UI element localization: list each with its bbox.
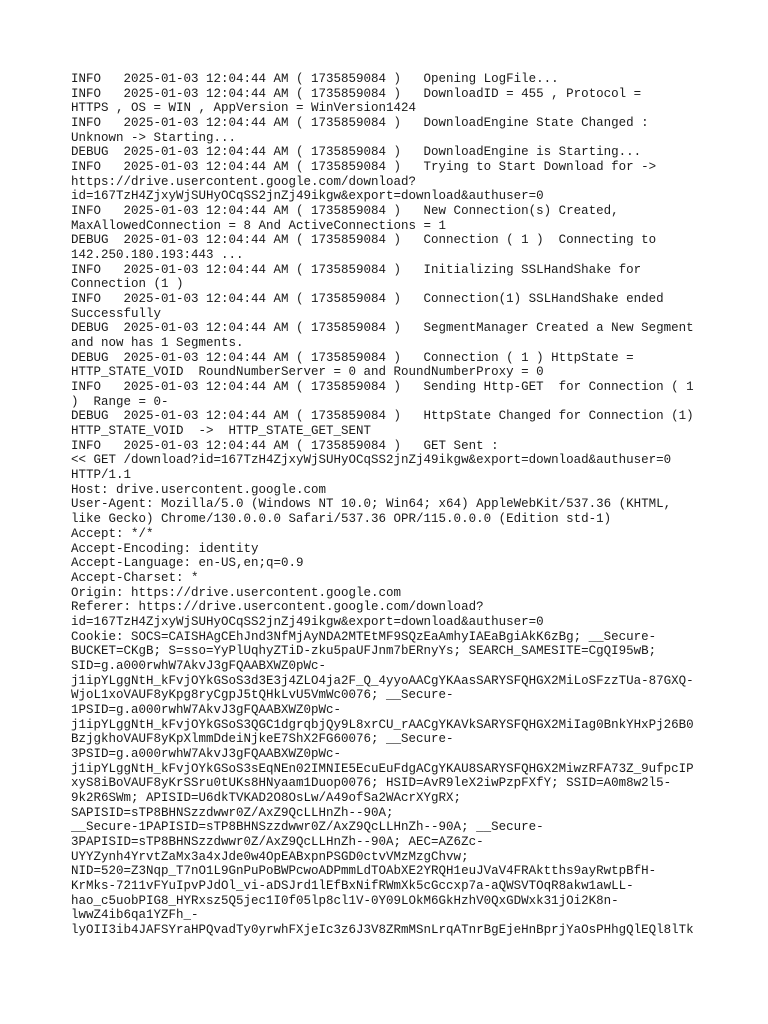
log-line: ) Range = 0- (71, 394, 169, 409)
log-line: 9k2R6SWm; APISID=U6dkTVKAD2O8OsLw/A49ofSa2WAcrXYgRX; (71, 790, 462, 805)
log-line: 3PAPISID=sTP8BHNSzzdwwr0Z/AxZ9QcLLHnZh--90A; AEC=AZ6Zc- (71, 834, 484, 849)
log-line: hao_c5uobPIG8_HYRxsz5Q5jec1I0f05lp8cl1V-0Y09LOkM6GkHzhV0QxGDWxk31jOi2K8n- (71, 893, 619, 908)
log-line: INFO 2025-01-03 12:04:44 AM ( 1735859084 ) New Connection(s) Created, (71, 204, 619, 219)
log-line: INFO 2025-01-03 12:04:44 AM ( 1735859084 ) Connection(1) SSLHandShake ended (71, 292, 664, 307)
log-line: like Gecko) Chrome/130.0.0.0 Safari/537.36 OPR/115.0.0.0 (Edition std-1) (71, 512, 612, 527)
log-line: INFO 2025-01-03 12:04:44 AM ( 1735859084 ) GET Sent : (71, 438, 499, 453)
log-line: DEBUG 2025-01-03 12:04:44 AM ( 1735859084 ) HttpState Changed for Connection (1) (71, 409, 694, 424)
log-line: Origin: https://drive.usercontent.google.com (71, 585, 402, 600)
log-line: DEBUG 2025-01-03 12:04:44 AM ( 1735859084 ) Connection ( 1 ) HttpState = (71, 350, 634, 365)
log-line: 3PSID=g.a000rwhW7AkvJ3gFQAABXWZ0pWc- (71, 746, 342, 761)
log-line: Cookie: SOCS=CAISHAgCEhJnd3NfMjAyNDA2MTEtMF9SQzEaAmhyIAEaBgiAkK6zBg; __Secure- (71, 629, 657, 644)
log-line: SID=g.a000rwhW7AkvJ3gFQAABXWZ0pWc- (71, 658, 327, 673)
log-line: Accept-Language: en-US,en;q=0.9 (71, 556, 304, 571)
log-line: DEBUG 2025-01-03 12:04:44 AM ( 1735859084 ) DownloadEngine is Starting... (71, 145, 642, 160)
log-line: xyS8iBoVAUF8yKrSSru0tUKs8HNyaam1Duop0076; HSID=AvR9leX2iwPzpFXfY; SSID=A0m8w2l5- (71, 776, 672, 791)
log-line: INFO 2025-01-03 12:04:44 AM ( 1735859084 ) Trying to Start Download for -> (71, 160, 657, 175)
log-line: User-Agent: Mozilla/5.0 (Windows NT 10.0; Win64; x64) AppleWebKit/537.36 (KHTML, (71, 497, 672, 512)
log-line: __Secure-1PAPISID=sTP8BHNSzzdwwr0Z/AxZ9QcLLHnZh--90A; __Secure- (71, 820, 544, 835)
log-line: HTTP_STATE_VOID -> HTTP_STATE_GET_SENT (71, 424, 372, 439)
log-line: Accept-Charset: * (71, 570, 199, 585)
log-line: lwwZ4ib6qa1YZFh_- (71, 908, 199, 923)
log-line: id=167TzH4ZjxyWjSUHyOCqSS2jnZj49ikgw&export=download&authuser=0 (71, 189, 544, 204)
log-line: HTTP_STATE_VOID RoundNumberServer = 0 and RoundNumberProxy = 0 (71, 365, 544, 380)
log-line: Accept: */* (71, 526, 154, 541)
log-line: INFO 2025-01-03 12:04:44 AM ( 1735859084 ) Initializing SSLHandShake for (71, 262, 642, 277)
log-line: DEBUG 2025-01-03 12:04:44 AM ( 1735859084 ) SegmentManager Created a New Segment (71, 321, 694, 336)
log-line: << GET /download?id=167TzH4ZjxyWjSUHyOCqSS2jnZj49ikgw&export=download&authuser=0 (71, 453, 672, 468)
log-line: BzjgkhoVAUF8yKpXlmmDdeiNjkeE7ShX2FG60076; __Secure- (71, 732, 454, 747)
log-line: Successfully (71, 306, 162, 321)
log-text (71, 72, 711, 938)
log-line: Referer: https://drive.usercontent.google.com/download? (71, 600, 484, 615)
log-line: INFO 2025-01-03 12:04:44 AM ( 1735859084 ) DownloadEngine State Changed : (71, 116, 649, 131)
log-line: Unknown -> Starting... (71, 130, 237, 145)
log-line: UYYZynh4YrvtZaMx3a4xJde0w4OpEABxpnPSGD0ctvVMzMzgChvw; (71, 849, 469, 864)
log-line: Accept-Encoding: identity (71, 541, 259, 556)
log-line: 142.250.180.193:443 ... (71, 248, 244, 263)
log-line: WjoL1xoVAUF8yKpg8ryCgpJ5tQHkLvU5VmWc0076; __Secure- (71, 688, 454, 703)
log-line: INFO 2025-01-03 12:04:44 AM ( 1735859084 ) Opening LogFile... (71, 72, 559, 86)
log-line: DEBUG 2025-01-03 12:04:44 AM ( 1735859084 ) Connection ( 1 ) Connecting to (71, 233, 657, 248)
log-line: NID=520=Z3Nqp_T7nO1L9GnPuPoBWPcwoADPmmLdTOAbXE2YRQH1euJVaV4FRAktths9ayRwtpBfH- (71, 864, 657, 879)
log-line: INFO 2025-01-03 12:04:44 AM ( 1735859084 ) DownloadID = 455 , Protocol = (71, 86, 642, 101)
log-line: BUCKET=CKgB; S=sso=YyPlUqhyZTiD-zku5paUFJnm7bERnyYs; SEARCH_SAMESITE=CgQI95wB; (71, 644, 657, 659)
log-line: https://drive.usercontent.google.com/download? (71, 174, 417, 189)
log-line: id=167TzH4ZjxyWjSUHyOCqSS2jnZj49ikgw&export=download&authuser=0 (71, 614, 544, 629)
log-line: j1ipYLggNtH_kFvjOYkGSoS3sEqNEn02IMNIE5EcuEuFdgACgYKAU8SARYSFQHGX2MiwzRFA73Z_9ufpcIP (71, 761, 694, 776)
log-line: HTTPS , OS = WIN , AppVersion = WinVersion1424 (71, 101, 417, 116)
log-line: KrMks-7211vFYuIpvPJdOl_vi-aDSJrd1lEfBxNifRWmXk5cGccxp7a-aQWSVTOqR8akw1awLL- (71, 878, 634, 893)
log-line: HTTP/1.1 (71, 468, 132, 483)
log-line: j1ipYLggNtH_kFvjOYkGSoS3d3E3j4ZLO4ja2F_Q_4yyoAACgYKAasSARYSFQHGX2MiLoSFzzTUa-87GXQ- (71, 673, 694, 688)
log-line: Host: drive.usercontent.google.com (71, 482, 327, 497)
log-document (71, 72, 711, 938)
log-line: SAPISID=sTP8BHNSzzdwwr0Z/AxZ9QcLLHnZh--90A; (71, 805, 394, 820)
log-line: and now has 1 Segments. (71, 336, 244, 351)
log-line: MaxAllowedConnection = 8 And ActiveConnections = 1 (71, 218, 447, 233)
log-line: lyOII3ib4JAFSYraHPQvadTy0yrwhFXjeIc3z6J3V8ZRmMSnLrqATnrBgEjeHnBprjYaOsPHhgQlEQl8lTk (71, 922, 694, 937)
log-line: INFO 2025-01-03 12:04:44 AM ( 1735859084 ) Sending Http-GET for Connection ( 1 (71, 380, 694, 395)
log-line: 1PSID=g.a000rwhW7AkvJ3gFQAABXWZ0pWc- (71, 702, 342, 717)
log-line: Connection (1 ) (71, 277, 184, 292)
log-line: j1ipYLggNtH_kFvjOYkGSoS3QGC1dgrqbjQy9L8xrCU_rAACgYKAVkSARYSFQHGX2MiIag0BnkYHxPj26B0 (71, 717, 694, 732)
